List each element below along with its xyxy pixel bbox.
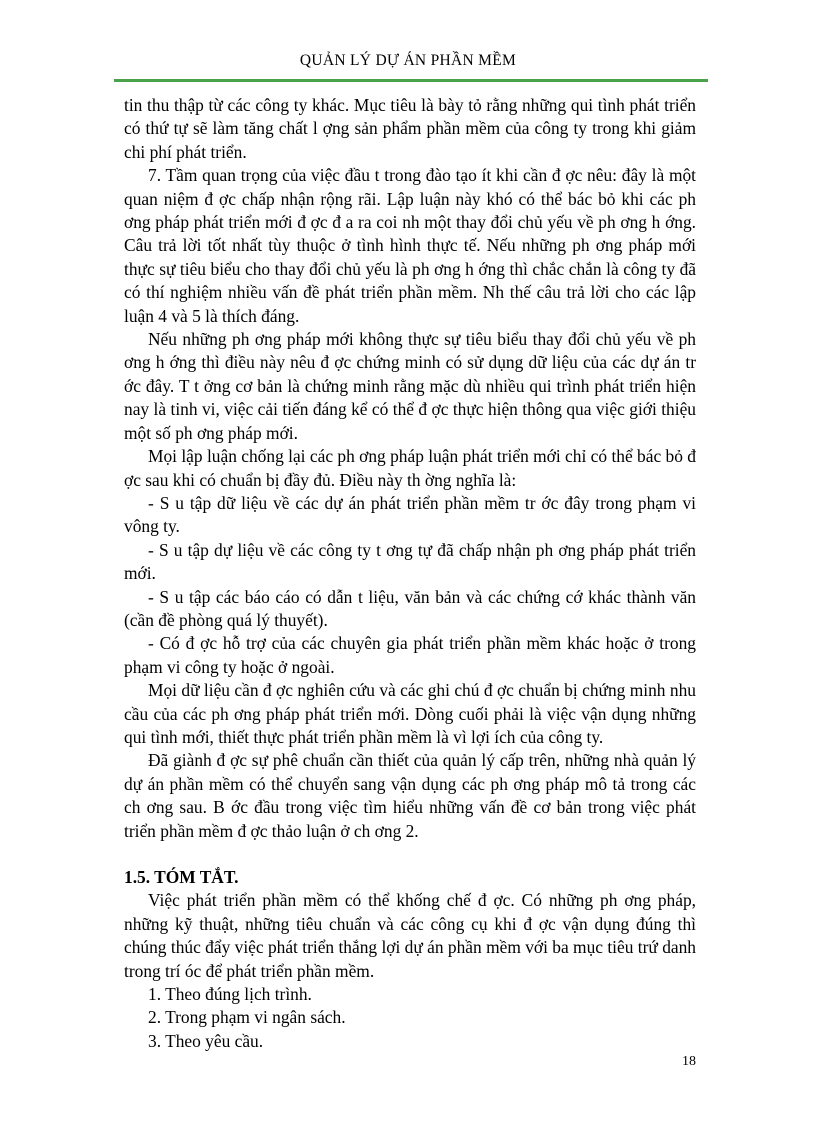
list-item: 2. Trong phạm vi ngân sách. — [148, 1007, 346, 1028]
bullet-item: - Có đ ợc hỗ trợ của các chuyên gia phát triển phần mềm khác hoặc ở trong phạm vi công ty hoặc ở ngoài. — [124, 633, 696, 677]
section-heading: 1.5. TÓM TẮT. — [124, 867, 239, 887]
header-rule — [114, 79, 708, 82]
body-paragraph: Mọi lập luận chống lại các ph ơng pháp luận phát triển mới chỉ có thể bác bỏ đ ợc sau khi có chuẩn bị đầy đủ. Điều này th ờng nghĩa là: — [124, 446, 696, 490]
body-paragraph: 7. Tầm quan trọng của việc đầu t trong đào tạo ít khi cần đ ợc nêu: đây là một quan niệm đ ợc chấp nhận rộng rãi. Lập luận này khó có thể bác bỏ khi các ph ơng pháp phát triển mới đ ợc đ a ra coi nh một thay đổi chủ yếu về ph ơng h ớng. Câu trả lời tốt nhất tùy thuộc ở tình hình thực tế. Nếu những ph ơng pháp mới thực sự tiêu biểu cho thay đổi chủ yếu là ph ơng h ớng thì chắc chắn là công ty đã có thí nghiệm nhiều vấn đề phát triển phần mềm. Nh thế câu trả lời cho các lập luận 4 và 5 là thích đáng. — [124, 165, 696, 326]
body-paragraph: Đã giành đ ợc sự phê chuẩn cần thiết của quản lý cấp trên, những nhà quản lý dự án phần mềm có thể chuyển sang vận dụng các ph ơng pháp mô tả trong các ch ơng sau. B ớc đầu trong việc tìm hiểu những vấn đề cơ bản trong việc phát triển phần mềm đ ợc thảo luận ở ch ơng 2. — [124, 750, 696, 841]
list-item: 1. Theo đúng lịch trình. — [148, 984, 312, 1005]
bullet-item: - S u tập các báo cáo có dẫn t liệu, văn bản và các chứng cớ khác thành văn (cần đề phòng quá lý thuyết). — [124, 586, 696, 630]
body-paragraph: Nếu những ph ơng pháp mới không thực sự tiêu biểu thay đổi chủ yếu về ph ơng h ớng thì điều này nêu đ ợc chứng minh có sử dụng dữ liệu của các dự án tr ớc đây. T t ởng cơ bản là chứng minh rằng mặc dù nhiều qui trình phát triển hiện nay là tinh vi, việc cải tiến đáng kể có thể đ ợc thực hiện thông qua việc giới thiệu một số ph ơng pháp mới. — [124, 329, 696, 443]
bullet-item: - S u tập dữ liệu về các dự án phát triển phần mềm tr ớc đây trong phạm vi vông ty. — [124, 492, 696, 537]
summary-paragraph: Việc phát triển phần mềm có thể khống chế đ ợc. Có những ph ơng pháp, những kỹ thuật, những tiêu chuẩn và các công cụ khi đ ợc vận dụng đúng thì chúng thúc đẩy việc phát triển thắng lợi dự án phần mềm với ba mục tiêu trứ danh trong trí óc để phát triển phần mềm. — [124, 890, 696, 981]
body-paragraph: tin thu thập từ các công ty khác. Mục tiêu là bày tỏ rằng những qui tình phát triển có thứ tự sẽ làm tăng chất l ợng sản phẩm phần mềm của công ty trong khi giảm chi phí phát triển. — [124, 95, 696, 162]
bullet-item: - S u tập dự liệu về các công ty t ơng tự đã chấp nhận ph ơng pháp phát triển mới. — [124, 539, 696, 584]
page-header-title: QUẢN LÝ DỰ ÁN PHẦN MỀM — [299, 52, 517, 69]
body-paragraph: Mọi dữ liệu cần đ ợc nghiên cứu và các ghi chú đ ợc chuẩn bị chứng minh nhu cầu của các ph ơng pháp phát triển mới. Dòng cuối phải là việc vận dụng những qui tình mới, thiết thực phát triển phần mềm là vì lợi ích của công ty. — [124, 680, 696, 747]
page-body — [124, 94, 696, 1053]
list-item: 3. Theo yêu cầu. — [148, 1030, 264, 1051]
page-number: 18 — [682, 1054, 696, 1069]
